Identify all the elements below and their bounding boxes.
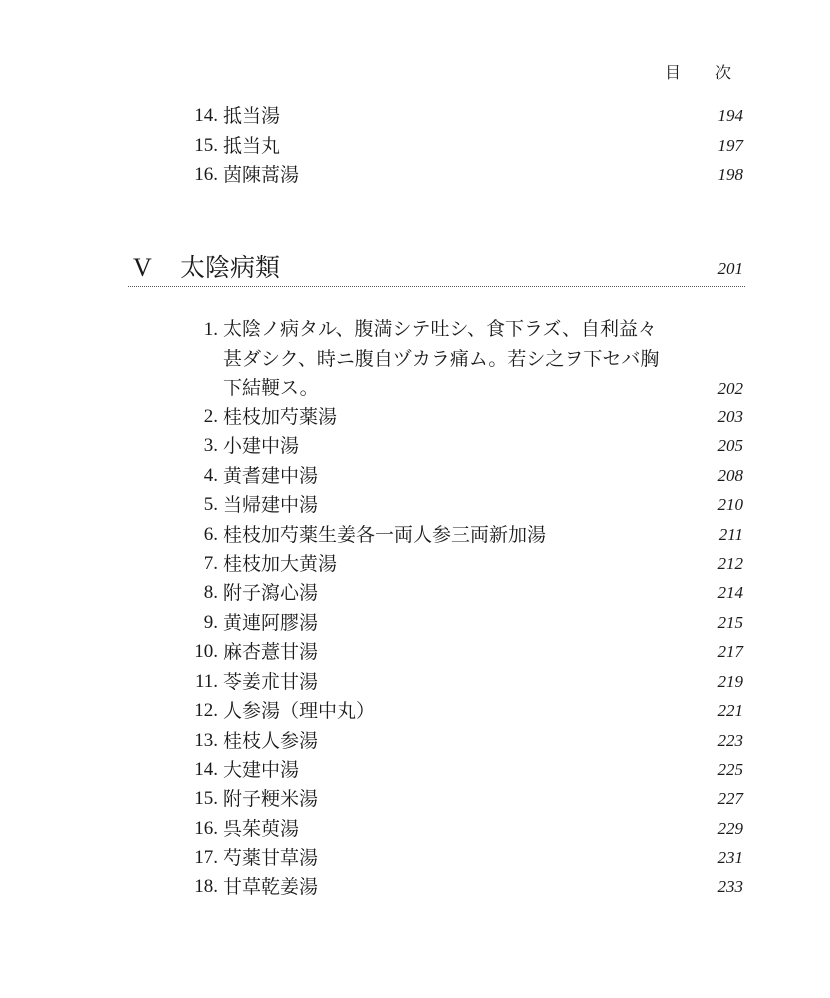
toc-entry[interactable]	[0, 698, 830, 724]
section-numeral: V	[133, 253, 152, 282]
entry-number: 9.	[203, 612, 218, 633]
entry-number: 16.	[194, 818, 218, 839]
entry-number: 4.	[203, 465, 218, 486]
entry-title-line: 甚ダシク、時ニ腹自ヅカラ痛ム。若シ之ヲ下セバ胸	[223, 347, 660, 370]
entry-page: 221	[717, 701, 743, 720]
entry-title	[223, 315, 693, 404]
entry-title: 芍薬甘草湯	[223, 847, 319, 869]
entry-page: 215	[717, 613, 743, 632]
entry-title: 桂枝加芍薬生姜各一両人参三両新加湯	[223, 524, 547, 546]
entry-page: 210	[717, 495, 743, 514]
toc-entry[interactable]	[0, 103, 830, 129]
toc-entry[interactable]	[0, 162, 830, 188]
entry-title-line: 太陰ノ病タル、腹満シテ吐シ、食下ラズ、自利益々	[223, 318, 657, 340]
entry-page: 203	[717, 407, 743, 426]
entry-title: 人参湯（理中丸）	[223, 700, 376, 722]
entry-page: 197	[717, 136, 743, 155]
entry-page: 217	[717, 642, 743, 661]
entry-number: 15.	[194, 788, 218, 809]
toc-entry-multiline[interactable]	[0, 315, 830, 405]
entry-number: 3.	[203, 435, 218, 456]
entry-page: 212	[717, 554, 743, 573]
entry-number: 10.	[194, 641, 218, 662]
entry-title: 黄耆建中湯	[223, 465, 319, 487]
toc-entry[interactable]	[0, 874, 830, 900]
toc-entry[interactable]	[0, 728, 830, 754]
entry-title: 桂枝人参湯	[223, 730, 319, 752]
running-head-char-2: 次	[715, 63, 732, 82]
entry-title: 当帰建中湯	[223, 494, 319, 516]
entry-page: 208	[717, 466, 743, 485]
entry-title: 茵陳蒿湯	[223, 164, 300, 186]
entry-number: 11.	[194, 671, 218, 692]
entry-number: 18.	[194, 876, 218, 897]
entry-page: 205	[717, 436, 743, 455]
toc-entry[interactable]	[0, 551, 830, 577]
entry-title: 麻杏薏甘湯	[223, 641, 319, 663]
section-title: 太陰病類	[180, 253, 281, 282]
toc-entry[interactable]	[0, 845, 830, 871]
entry-number: 12.	[194, 700, 218, 721]
entry-number: 14.	[194, 105, 218, 126]
toc-entry[interactable]	[0, 639, 830, 665]
entry-page: 225	[717, 760, 743, 779]
entry-page: 194	[717, 106, 743, 125]
entry-title: 附子粳米湯	[223, 788, 319, 810]
entry-title: 抵当湯	[223, 105, 281, 127]
entry-title: 桂枝加芍薬湯	[223, 406, 338, 428]
entry-number: 1.	[203, 319, 218, 340]
running-head	[665, 60, 731, 83]
entry-page: 214	[717, 583, 743, 602]
entry-number: 7.	[203, 553, 218, 574]
entry-number: 14.	[194, 759, 218, 780]
entry-title: 呉茱萸湯	[223, 818, 300, 840]
entry-page: 233	[717, 877, 743, 896]
entry-title: 甘草乾姜湯	[223, 876, 319, 898]
toc-entry[interactable]	[0, 580, 830, 606]
entry-page: 227	[717, 789, 743, 808]
toc-entry[interactable]	[0, 786, 830, 812]
entry-title: 桂枝加大黄湯	[223, 553, 338, 575]
entry-number: 13.	[194, 730, 218, 751]
toc-entry[interactable]	[0, 669, 830, 695]
entry-page: 231	[717, 848, 743, 867]
entry-number: 17.	[194, 847, 218, 868]
toc-entry[interactable]	[0, 133, 830, 159]
entry-number: 5.	[203, 494, 218, 515]
entry-title: 苓姜朮甘湯	[223, 671, 319, 693]
toc-entry[interactable]	[0, 433, 830, 459]
entry-page: 223	[717, 731, 743, 750]
entry-title: 黄連阿膠湯	[223, 612, 319, 634]
toc-entry[interactable]	[0, 463, 830, 489]
entry-number: 15.	[194, 135, 218, 156]
toc-entry[interactable]	[0, 522, 830, 548]
toc-entry[interactable]	[0, 757, 830, 783]
section-page: 201	[717, 259, 743, 278]
entry-page: 198	[717, 165, 743, 184]
toc-entry[interactable]	[0, 404, 830, 430]
entry-title: 附子瀉心湯	[223, 582, 319, 604]
entry-number: 8.	[203, 582, 218, 603]
entry-page: 211	[718, 525, 743, 544]
entry-title: 大建中湯	[223, 759, 300, 781]
running-head-char-1: 目	[665, 63, 682, 82]
toc-entry[interactable]	[0, 610, 830, 636]
entry-number: 6.	[203, 524, 218, 545]
entry-page: 219	[717, 672, 743, 691]
entry-page: 229	[717, 819, 743, 838]
entry-title: 小建中湯	[223, 435, 300, 457]
entry-page: 202	[717, 379, 743, 398]
toc-entry[interactable]	[0, 492, 830, 518]
toc-entry[interactable]	[0, 816, 830, 842]
entry-number: 16.	[194, 164, 218, 185]
entry-title: 抵当丸	[223, 135, 281, 157]
entry-title-line: 下結鞕ス。	[223, 377, 319, 399]
section-heading[interactable]	[128, 252, 745, 287]
entry-number: 2.	[203, 406, 218, 427]
